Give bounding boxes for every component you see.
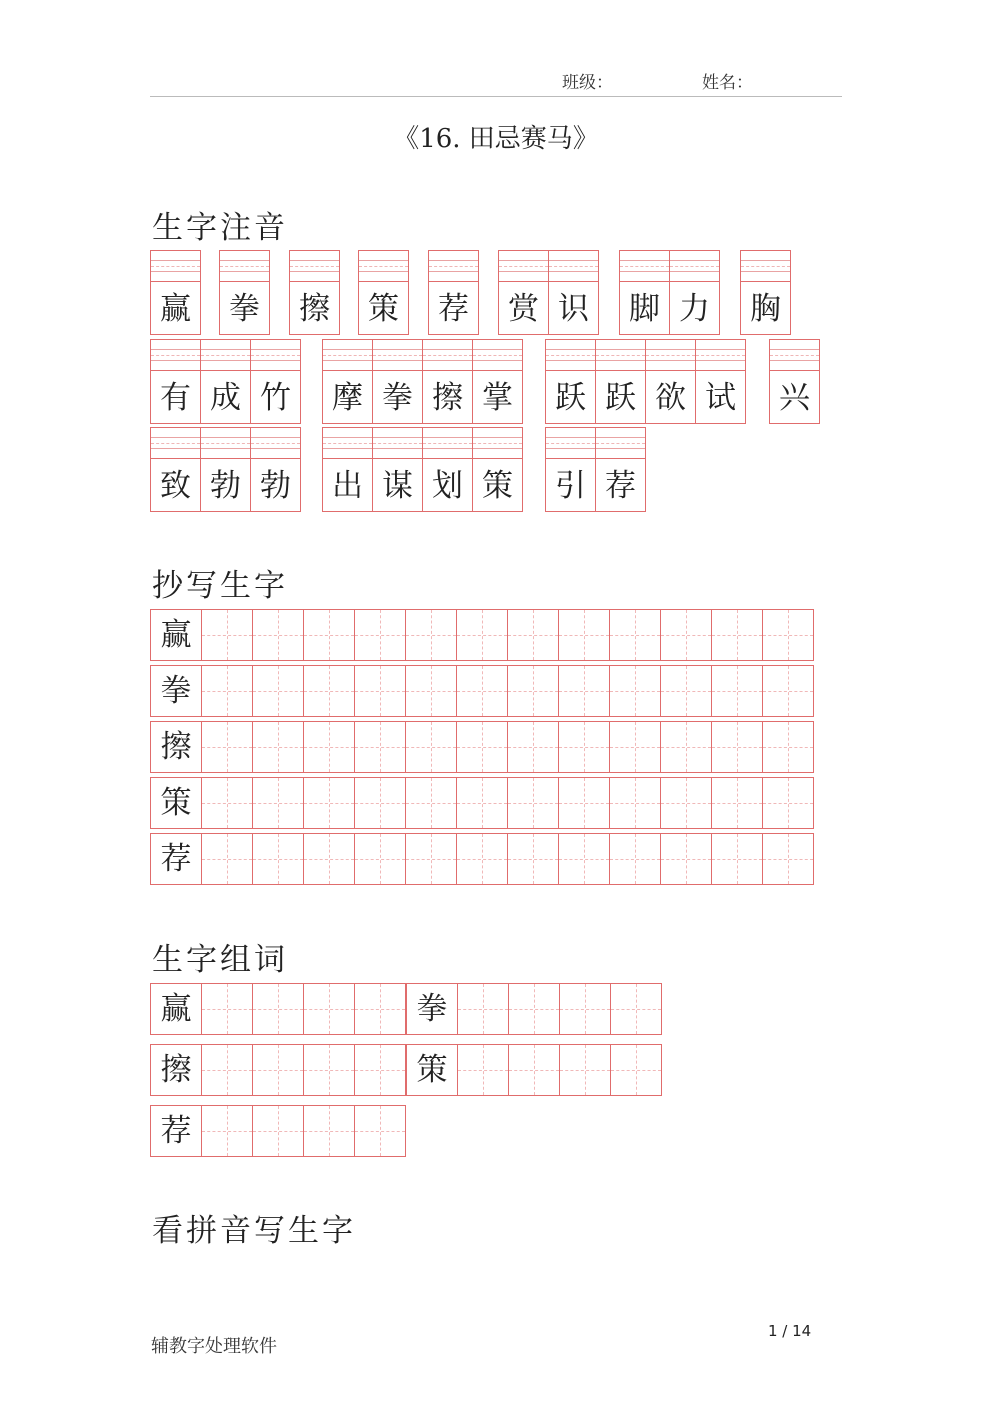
write-box[interactable] <box>252 609 304 661</box>
practice-row <box>150 1105 406 1157</box>
char-group <box>545 339 746 424</box>
write-box[interactable] <box>660 721 712 773</box>
write-box[interactable] <box>507 777 559 829</box>
char-group <box>150 250 201 335</box>
char-cell <box>322 427 373 512</box>
pinyin-write-box[interactable] <box>769 339 820 371</box>
hanzi-label: 力 <box>669 282 720 335</box>
write-box[interactable] <box>303 665 355 717</box>
pinyin-write-box[interactable] <box>358 250 409 282</box>
pinyin-write-box[interactable] <box>472 339 523 371</box>
char-cell <box>498 250 549 335</box>
model-char-box <box>150 777 202 829</box>
class-label: 班级： <box>562 73 613 93</box>
write-box[interactable] <box>711 609 763 661</box>
write-box[interactable] <box>303 1044 355 1096</box>
model-char-box <box>150 833 202 885</box>
write-box[interactable] <box>201 721 253 773</box>
write-box[interactable] <box>354 665 406 717</box>
write-box[interactable] <box>457 983 509 1035</box>
write-box[interactable] <box>660 777 712 829</box>
write-box[interactable] <box>405 609 457 661</box>
write-box[interactable] <box>354 1044 406 1096</box>
char-cell <box>200 339 251 424</box>
write-box[interactable] <box>456 609 508 661</box>
char-cell <box>322 339 373 424</box>
char-cell <box>645 339 696 424</box>
char-cell <box>695 339 746 424</box>
practice-row <box>150 983 406 1035</box>
char-group <box>150 427 301 512</box>
write-box[interactable] <box>609 777 661 829</box>
char-group <box>498 250 599 335</box>
hanzi-label: 试 <box>695 371 746 424</box>
hanzi-label: 拳 <box>372 371 423 424</box>
practice-row <box>406 1044 662 1096</box>
char-cell <box>219 250 270 335</box>
page-title: 《16. 田忌赛马》 <box>393 124 599 154</box>
char-cell <box>422 427 473 512</box>
page-number: 1 / 14 <box>768 1322 812 1340</box>
hanzi-label: 勃 <box>200 459 251 512</box>
char-cell <box>548 250 599 335</box>
write-box[interactable] <box>456 665 508 717</box>
pinyin-write-box[interactable] <box>545 339 596 371</box>
pinyin-write-box[interactable] <box>595 339 646 371</box>
model-char: 拳 <box>416 990 448 1027</box>
pinyin-write-box[interactable] <box>150 250 201 282</box>
write-box[interactable] <box>252 777 304 829</box>
hanzi-label: 胸 <box>740 282 791 335</box>
write-box[interactable] <box>762 665 814 717</box>
write-box[interactable] <box>303 833 355 885</box>
write-box[interactable] <box>354 609 406 661</box>
write-box[interactable] <box>252 833 304 885</box>
char-group <box>769 339 820 424</box>
hanzi-label: 划 <box>422 459 473 512</box>
char-cell <box>250 427 301 512</box>
write-box[interactable] <box>609 721 661 773</box>
model-char: 拳 <box>160 672 192 709</box>
write-box[interactable] <box>201 665 253 717</box>
hanzi-label: 出 <box>322 459 373 512</box>
hanzi-label: 拳 <box>219 282 270 335</box>
write-box[interactable] <box>303 721 355 773</box>
model-char-box <box>150 1044 202 1096</box>
hanzi-label: 有 <box>150 371 201 424</box>
hanzi-label: 竹 <box>250 371 301 424</box>
char-cell <box>200 427 251 512</box>
hanzi-label: 跃 <box>545 371 596 424</box>
write-box[interactable] <box>201 983 253 1035</box>
model-char-box <box>406 1044 458 1096</box>
write-box[interactable] <box>456 777 508 829</box>
write-box[interactable] <box>609 833 661 885</box>
char-cell <box>472 339 523 424</box>
pinyin-write-box[interactable] <box>548 250 599 282</box>
hanzi-label: 荐 <box>595 459 646 512</box>
write-box[interactable] <box>507 665 559 717</box>
model-char: 荐 <box>160 1112 192 1149</box>
hanzi-label: 擦 <box>289 282 340 335</box>
char-cell <box>358 250 409 335</box>
char-group <box>619 250 720 335</box>
section-words-heading: 生字组词 <box>152 942 288 978</box>
model-char-box <box>150 721 202 773</box>
hanzi-label: 擦 <box>422 371 473 424</box>
write-box[interactable] <box>507 609 559 661</box>
write-box[interactable] <box>303 1105 355 1157</box>
write-box[interactable] <box>609 665 661 717</box>
write-box[interactable] <box>660 665 712 717</box>
write-box[interactable] <box>508 983 560 1035</box>
char-cell <box>472 427 523 512</box>
char-cell <box>769 339 820 424</box>
write-box[interactable] <box>201 833 253 885</box>
write-box[interactable] <box>558 833 610 885</box>
practice-row <box>150 609 814 661</box>
write-box[interactable] <box>762 777 814 829</box>
hanzi-label: 赢 <box>150 282 201 335</box>
char-cell <box>250 339 301 424</box>
char-cell <box>545 339 596 424</box>
pinyin-write-box[interactable] <box>422 427 473 459</box>
hanzi-label: 勃 <box>250 459 301 512</box>
model-char: 擦 <box>160 1051 192 1088</box>
write-box[interactable] <box>201 609 253 661</box>
section-copy-heading: 抄写生字 <box>152 568 288 604</box>
pinyin-write-box[interactable] <box>498 250 549 282</box>
char-cell <box>740 250 791 335</box>
hanzi-label: 赏 <box>498 282 549 335</box>
hanzi-label: 策 <box>358 282 409 335</box>
write-box[interactable] <box>405 777 457 829</box>
write-box[interactable] <box>456 833 508 885</box>
hanzi-label: 兴 <box>769 371 820 424</box>
hanzi-label: 引 <box>545 459 596 512</box>
char-cell <box>150 250 201 335</box>
practice-row <box>150 665 814 717</box>
hanzi-label: 跃 <box>595 371 646 424</box>
write-box[interactable] <box>609 609 661 661</box>
model-char: 赢 <box>160 990 192 1027</box>
char-group <box>289 250 340 335</box>
hanzi-label: 致 <box>150 459 201 512</box>
write-box[interactable] <box>303 609 355 661</box>
pinyin-write-box[interactable] <box>322 339 373 371</box>
model-char: 策 <box>160 784 192 821</box>
write-box[interactable] <box>660 609 712 661</box>
model-char-box <box>406 983 458 1035</box>
write-box[interactable] <box>711 777 763 829</box>
char-cell <box>595 427 646 512</box>
write-box[interactable] <box>252 665 304 717</box>
model-char-box <box>150 665 202 717</box>
write-box[interactable] <box>303 777 355 829</box>
model-char: 赢 <box>160 616 192 653</box>
char-cell <box>428 250 479 335</box>
pinyin-write-box[interactable] <box>428 250 479 282</box>
write-box[interactable] <box>711 665 763 717</box>
pinyin-write-box[interactable] <box>740 250 791 282</box>
char-group <box>740 250 791 335</box>
model-char-box <box>150 609 202 661</box>
hanzi-label: 掌 <box>472 371 523 424</box>
write-box[interactable] <box>354 983 406 1035</box>
write-box[interactable] <box>354 833 406 885</box>
write-box[interactable] <box>507 833 559 885</box>
write-box[interactable] <box>201 1105 253 1157</box>
pinyin-write-box[interactable] <box>545 427 596 459</box>
hanzi-label: 荐 <box>428 282 479 335</box>
char-group <box>219 250 270 335</box>
hanzi-label: 欲 <box>645 371 696 424</box>
pinyin-write-box[interactable] <box>472 427 523 459</box>
write-box[interactable] <box>252 983 304 1035</box>
write-box[interactable] <box>762 609 814 661</box>
pinyin-write-box[interactable] <box>372 427 423 459</box>
write-box[interactable] <box>405 833 457 885</box>
write-box[interactable] <box>558 777 610 829</box>
write-box[interactable] <box>660 833 712 885</box>
write-box[interactable] <box>558 665 610 717</box>
hanzi-label: 摩 <box>322 371 373 424</box>
practice-row <box>150 777 814 829</box>
hanzi-label: 脚 <box>619 282 670 335</box>
char-cell <box>545 427 596 512</box>
char-group <box>428 250 479 335</box>
write-box[interactable] <box>610 1044 662 1096</box>
write-box[interactable] <box>711 721 763 773</box>
write-box[interactable] <box>405 665 457 717</box>
footer-software: 辅教字处理软件 <box>151 1336 277 1357</box>
char-cell <box>619 250 670 335</box>
char-group <box>150 339 301 424</box>
write-box[interactable] <box>354 777 406 829</box>
practice-row <box>150 1044 406 1096</box>
char-group <box>322 339 523 424</box>
section-annotate-heading: 生字注音 <box>152 210 288 246</box>
char-cell <box>150 339 201 424</box>
model-char: 擦 <box>160 728 192 765</box>
hanzi-label: 谋 <box>372 459 423 512</box>
char-group <box>322 427 523 512</box>
pinyin-write-box[interactable] <box>219 250 270 282</box>
write-box[interactable] <box>762 721 814 773</box>
write-box[interactable] <box>762 833 814 885</box>
write-box[interactable] <box>354 721 406 773</box>
pinyin-write-box[interactable] <box>645 339 696 371</box>
write-box[interactable] <box>558 609 610 661</box>
hanzi-label: 成 <box>200 371 251 424</box>
char-cell <box>422 339 473 424</box>
char-cell <box>150 427 201 512</box>
write-box[interactable] <box>456 721 508 773</box>
header-divider <box>150 96 842 97</box>
write-box[interactable] <box>558 721 610 773</box>
char-cell <box>595 339 646 424</box>
pinyin-write-box[interactable] <box>150 339 201 371</box>
write-box[interactable] <box>610 983 662 1035</box>
model-char: 策 <box>416 1051 448 1088</box>
char-cell <box>372 339 423 424</box>
write-box[interactable] <box>354 1105 406 1157</box>
write-box[interactable] <box>303 983 355 1035</box>
model-char-box <box>150 983 202 1035</box>
pinyin-write-box[interactable] <box>250 427 301 459</box>
practice-row <box>406 983 662 1035</box>
write-box[interactable] <box>252 1044 304 1096</box>
pinyin-write-box[interactable] <box>150 427 201 459</box>
model-char: 荐 <box>160 840 192 877</box>
pinyin-write-box[interactable] <box>322 427 373 459</box>
section-pinyin-heading: 看拼音写生字 <box>152 1213 356 1249</box>
write-box[interactable] <box>559 983 611 1035</box>
char-group <box>545 427 646 512</box>
write-box[interactable] <box>201 777 253 829</box>
pinyin-write-box[interactable] <box>669 250 720 282</box>
write-box[interactable] <box>508 1044 560 1096</box>
char-cell <box>669 250 720 335</box>
pinyin-write-box[interactable] <box>695 339 746 371</box>
name-label: 姓名： <box>702 73 753 93</box>
model-char-box <box>150 1105 202 1157</box>
write-box[interactable] <box>711 833 763 885</box>
write-box[interactable] <box>559 1044 611 1096</box>
pinyin-write-box[interactable] <box>619 250 670 282</box>
hanzi-label: 识 <box>548 282 599 335</box>
write-box[interactable] <box>201 1044 253 1096</box>
write-box[interactable] <box>405 721 457 773</box>
pinyin-write-box[interactable] <box>200 339 251 371</box>
pinyin-write-box[interactable] <box>200 427 251 459</box>
write-box[interactable] <box>457 1044 509 1096</box>
pinyin-write-box[interactable] <box>372 339 423 371</box>
pinyin-write-box[interactable] <box>289 250 340 282</box>
pinyin-write-box[interactable] <box>595 427 646 459</box>
pinyin-write-box[interactable] <box>250 339 301 371</box>
char-group <box>358 250 409 335</box>
char-cell <box>372 427 423 512</box>
write-box[interactable] <box>252 1105 304 1157</box>
practice-row <box>150 721 814 773</box>
write-box[interactable] <box>252 721 304 773</box>
hanzi-label: 策 <box>472 459 523 512</box>
write-box[interactable] <box>507 721 559 773</box>
char-cell <box>289 250 340 335</box>
practice-row <box>150 833 814 885</box>
pinyin-write-box[interactable] <box>422 339 473 371</box>
